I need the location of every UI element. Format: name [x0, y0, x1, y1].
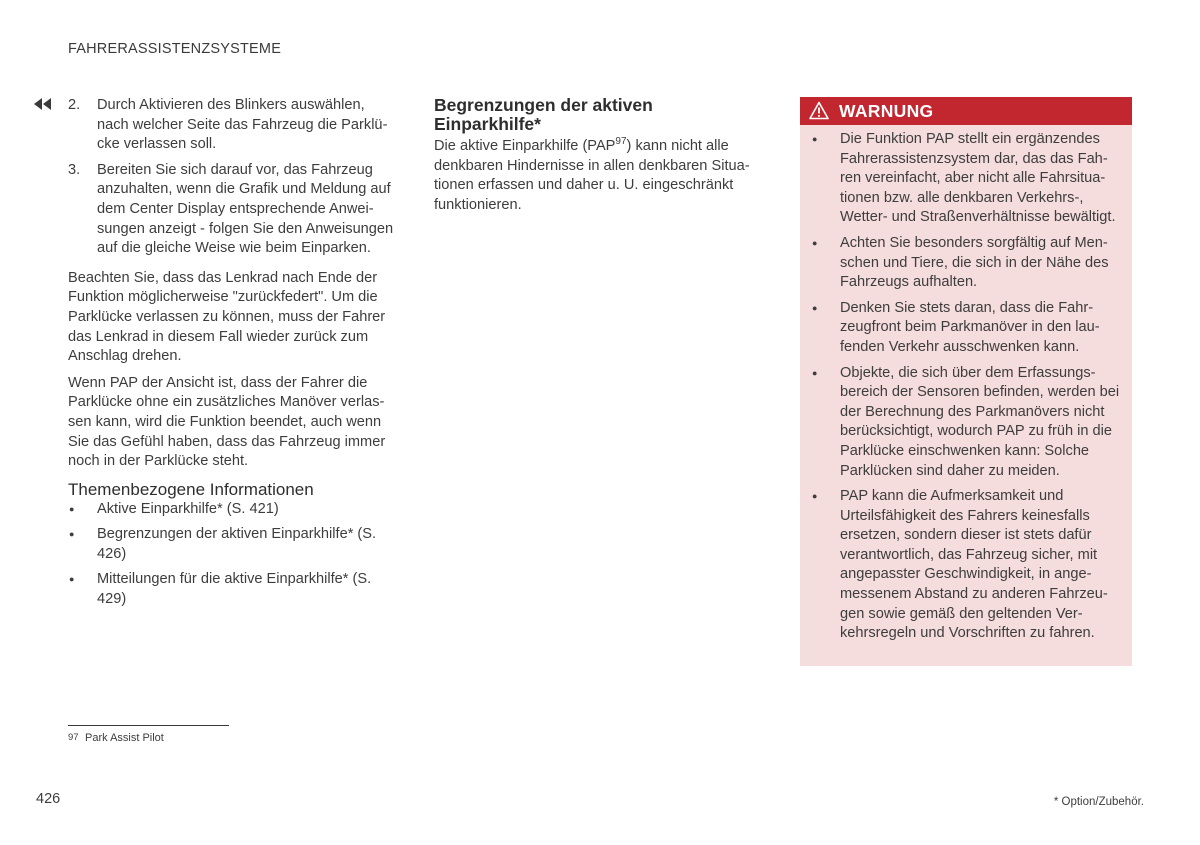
step-number: 2.: [68, 97, 81, 113]
footnote-divider: [68, 725, 229, 726]
warning-title: WARNUNG: [839, 101, 934, 121]
related-link[interactable]: ● Begrenzungen der aktiven Einparkhilfe* (S. 426): [97, 525, 400, 564]
middle-column: [434, 96, 759, 222]
warning-item: ● Denken Sie stets daran, dass die Fahrzeugfront beim Parkmanöver in den laufenden Verkehr ausschwenken kann.: [840, 299, 1120, 358]
step-number: 3.: [68, 161, 81, 178]
footnote-reference[interactable]: 97: [615, 136, 627, 147]
section-header: FAHRERASSISTENZSYSTEME: [68, 41, 282, 57]
warning-item: ● PAP kann die Aufmerksamkeit und Urteilsfähigkeit des Fahrers keinesfalls ersetzen, sondern dieser ist stets dafür verantwortlich, das Fahrzeug sicher, mit angepasster Geschwindigkeit, in angemessenem Abstand zu anderen Fahrzeugen sowie gemäß den geltenden Verkehrsregeln und Vorschriften zu fahren.: [840, 487, 1120, 644]
section-title: Begrenzungen der aktiven Einparkhilfe*: [434, 95, 653, 134]
warning-item: ● Achten Sie besonders sorgfältig auf Menschen und Tiere, die sich in der Nähe des Fahrzeugs aufhalten.: [840, 234, 1120, 293]
section-paragraph: [434, 137, 759, 215]
related-info-list: [68, 500, 400, 610]
warning-header: [800, 97, 1132, 125]
warning-triangle-icon: [809, 101, 829, 120]
warning-item: ● Die Funktion PAP stellt ein ergänzendes Fahrerassistenzsystem dar, das das Fahren vereinfacht, aber nicht alle Fahrsituationen bzw. alle denkbaren Verkehrs-, Wetter- und Straßenverhältnisse bewältigt.: [840, 130, 1120, 228]
paragraph-text-end: ) kann nicht alle denkbaren Hindernisse in allen denkbaren Situationen erfassen und daher u. U. eingeschränkt funktionieren.: [434, 138, 750, 213]
body-paragraph: Beachten Sie, dass das Lenkrad nach Ende der Funktion möglicherweise "zurückfedert". Um die Parklücke verlassen zu können, muss der Fahrer das Lenkrad in diesem Fall wieder zurück zum Anschlag drehen.: [68, 269, 386, 365]
left-column: [68, 96, 400, 616]
step-item: [68, 96, 400, 155]
step-list: [68, 96, 400, 259]
warning-list: [800, 125, 1132, 644]
footnote-text: Park Assist Pilot: [85, 732, 164, 744]
related-info-heading: Themenbezogene Informationen: [68, 479, 314, 499]
page-number: 426: [36, 791, 61, 807]
paragraph-text-start: Die aktive Einparkhilfe (PAP: [434, 138, 616, 154]
step-text: Bereiten Sie sich darauf vor, das Fahrzeug anzuhalten, wenn die Grafik und Meldung auf dem Center Display entsprechende Anweisungen anzeigt - folgen Sie den Anweisungen auf die gleiche Weise wie beim Einparken.: [97, 161, 394, 257]
double-left-arrow-icon[interactable]: [33, 97, 53, 111]
warning-box: [800, 97, 1132, 666]
warning-item: ● Objekte, die sich über dem Erfassungsbereich der Sensoren befinden, werden bei der Berechnung des Parkmanövers nicht berücksichtigt, wodurch PAP zu früh in die Parklücke einschwenken kann: Solche Parklücken sind daher zu meiden.: [840, 364, 1120, 482]
step-item: [68, 161, 400, 259]
related-link[interactable]: ● Mitteilungen für die aktive Einparkhilfe* (S. 429): [97, 570, 400, 609]
option-note: * Option/Zubehör.: [1053, 796, 1144, 808]
body-paragraph: Wenn PAP der Ansicht ist, dass der Fahrer die Parklücke ohne ein zusätzliches Manöver verlassen kann, wird die Funktion beendet, auch wenn Sie das Gefühl haben, dass das Fahrzeug immer noch in der Parklücke steht.: [68, 374, 386, 470]
step-text: Durch Aktivieren des Blinkers auswählen, nach welcher Seite das Fahrzeug die Parklücke verlassen soll.: [97, 97, 388, 153]
footnote: [68, 731, 164, 745]
related-link[interactable]: ● Aktive Einparkhilfe* (S. 421): [97, 500, 400, 520]
footnote-number: 97: [68, 732, 79, 743]
